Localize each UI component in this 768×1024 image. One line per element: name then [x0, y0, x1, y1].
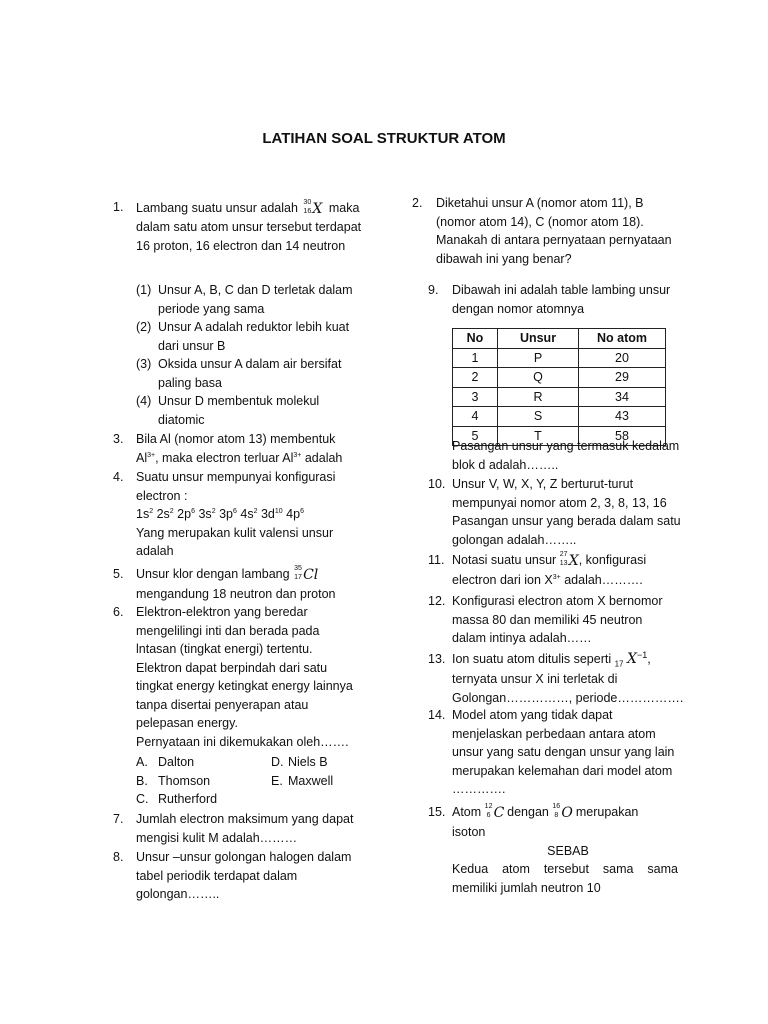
nuclide-notation: 27 13 X	[559, 550, 579, 569]
table-row: 2 Q 29	[453, 368, 666, 388]
table-row: 4 S 43	[453, 407, 666, 427]
element-table	[452, 328, 666, 446]
table-row: 3 R 34	[453, 387, 666, 407]
option-text: Maxwell	[288, 773, 334, 788]
option-text: Niels B	[288, 755, 328, 769]
statement-item: (4) Unsur D membentuk molekul diatomic	[136, 394, 320, 427]
question-9-followup: Pasangan unsur yang termasuk kedalam blok d adalah……..	[452, 439, 680, 472]
page-title: LATIHAN SOAL STRUKTUR ATOM	[262, 130, 506, 147]
column-header: No	[453, 329, 498, 349]
nuclide-notation: 16 8 O	[552, 802, 573, 821]
table-header-row	[453, 329, 666, 349]
option-label: A.	[136, 755, 148, 769]
electron-configuration: $1s^2$ $2s^2$ $2p^6$ $3s^2$ $3p^6$ $4s^2$ $3d^{10}$ $4p^6$	[136, 507, 304, 521]
option-label: B.	[136, 773, 148, 788]
question-number: 1.	[113, 200, 124, 214]
option-label: E.	[271, 773, 283, 788]
question-number: 10.	[428, 477, 446, 491]
nuclide-notation: 35 17 Cl	[294, 564, 319, 583]
column-header: No atom	[579, 329, 666, 349]
answer-options	[136, 753, 386, 809]
option-label: D.	[271, 755, 284, 769]
table-row: 1 P 20	[453, 348, 666, 368]
sebab-label: SEBAB	[547, 843, 589, 858]
option-label: C.	[136, 792, 149, 806]
question-number: 6.	[113, 605, 124, 619]
option-text: Rutherford	[158, 792, 218, 806]
question-number: 4.	[113, 470, 124, 484]
question-number: 9.	[428, 283, 439, 297]
question-number: 14.	[428, 708, 446, 722]
question-number: 12.	[428, 594, 446, 608]
statement-item: (1) Unsur A, B, C dan D terletak dalam periode yang sama	[136, 283, 353, 316]
question-number: 11.	[428, 553, 445, 567]
question-number: 8.	[113, 850, 124, 864]
option-text: Dalton	[158, 755, 195, 769]
statement-item: (3) Oksida unsur A dalam air bersifat paling basa	[136, 357, 342, 390]
question-number: 5.	[113, 567, 124, 581]
statement-list	[136, 281, 376, 429]
column-header: Unsur	[498, 329, 579, 349]
question-number: 3.	[113, 432, 124, 446]
question-number: 15.	[428, 805, 446, 819]
nuclide-notation: 12 6 C	[484, 802, 505, 821]
question-number: 7.	[113, 812, 124, 826]
question-number: 13.	[428, 652, 446, 666]
question-text: Lambang suatu unsur adalah 30 16 X maka	[136, 198, 360, 217]
question-number: 2.	[412, 196, 423, 210]
statement-item: (2) Unsur A adalah reduktor lebih kuat dari unsur B	[136, 320, 350, 353]
table-row: 5 T 58	[453, 426, 666, 446]
nuclide-notation: 30 16 X	[303, 198, 323, 217]
ion-notation: $_{17}$ $X^{-1}$	[614, 649, 648, 669]
option-text: Thomson	[158, 773, 211, 788]
